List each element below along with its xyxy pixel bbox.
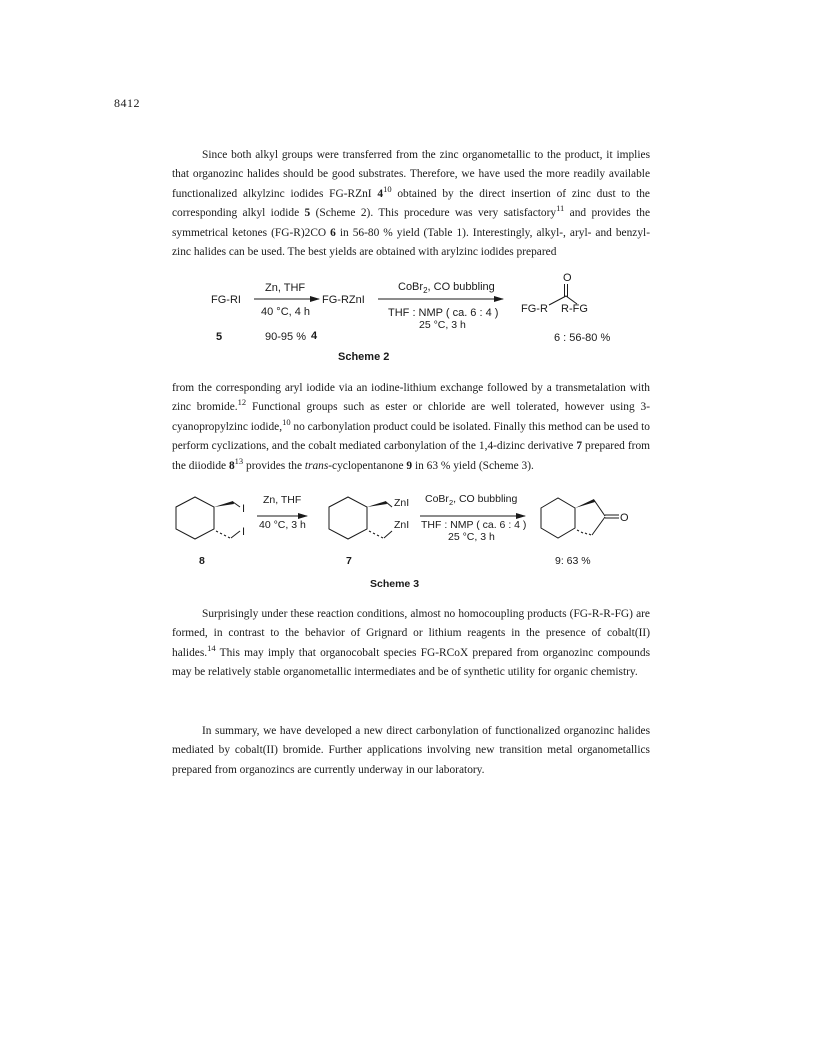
- page-number: 8412: [114, 96, 140, 110]
- hash-bond-8: [216, 531, 230, 538]
- scheme-3: [0, 488, 816, 592]
- wedge-bond-9: [575, 499, 595, 508]
- step2-solvent-s3: THF : NMP ( ca. 6 : 4 ): [421, 519, 527, 531]
- ch2-bond-7-bottom: [384, 531, 392, 538]
- ring-bond-9-bottom: [592, 517, 605, 535]
- ketone-oxygen: O: [563, 272, 572, 284]
- step1-reagent-s3: Zn, THF: [263, 494, 302, 506]
- paragraph-2: from the corresponding aryl iodide via an iodine-lithium exchange followed by a transmetalation with zinc bromide.$^{12}$ Functional groups such as ester or chloride are well tolerated, however using 3-cyanopropylzinc iodide,$^{10}$ no carbonylation product could be isolated. Finally this method can be used to perform cyclizations, and the cobalt mediated carbonylation of the 1,4-dizinc derivative 7 prepared from the diiodide $8^{13}$ provides the trans-cyclopentanone 9 in 63 % yield (Scheme 3).: [172, 382, 650, 472]
- reactant-fg-ri: FG-RI: [211, 294, 241, 306]
- step2-conditions: 25 °C, 3 h: [419, 319, 466, 331]
- step1-conditions: 40 °C, 4 h: [261, 306, 311, 318]
- hash-bond-9: [577, 530, 591, 535]
- ch2-bond-8-top: [233, 502, 240, 507]
- intermediate-fg-rzni: FG-RZnI: [322, 294, 365, 306]
- product-right-group: R-FG: [561, 303, 588, 315]
- compound-label-5: 5: [216, 331, 223, 343]
- scheme-3-caption: Scheme 3: [370, 578, 420, 590]
- compound-label-8: 8: [199, 555, 205, 567]
- ch2-bond-7-top: [386, 502, 392, 507]
- ring-bond-9-top: [594, 500, 605, 516]
- wedge-bond-7: [367, 501, 387, 507]
- hash-bond-7: [369, 531, 383, 538]
- zinc-iodide-top-7: ZnI: [394, 497, 410, 509]
- ketone-oxygen-9: O: [620, 512, 629, 524]
- scheme-2-caption: Scheme 2: [338, 351, 390, 363]
- step1-conditions-s3: 40 °C, 3 h: [259, 519, 306, 531]
- cyclohexane-ring-7: [329, 497, 367, 539]
- cyclohexane-ring-8: [176, 497, 214, 539]
- compound-label-4: 4: [311, 330, 318, 342]
- step2-solvent: THF : NMP ( ca. 6 : 4 ): [388, 307, 499, 319]
- zinc-iodide-bottom-7: ZnI: [394, 519, 410, 531]
- step2-reagent: CoBr$_2$, CO bubbling: [398, 281, 495, 295]
- wedge-bond-8: [214, 501, 234, 507]
- step2-conditions-s3: 25 °C, 3 h: [448, 531, 495, 543]
- paragraph-3: Surprisingly under these reaction conditions, almost no homocoupling products (FG-R-R-FG) are formed, in contrast to the behavior of Grignard or lithium reagents in the presence of cobalt(II) halides.$^{14}$ This may imply that organocobalt species FG-RCoX prepared from organozinc compounds may be relatively stable organometallic intermediates and be of synthetic utility for organic chemistry.: [172, 608, 650, 679]
- yield-step1: 90-95 %: [265, 331, 306, 343]
- ch2-bond-8-bottom: [231, 531, 240, 538]
- iodide-bottom-8: I: [242, 526, 246, 538]
- step2-reagent-s3: CoBr$_2$, CO bubbling: [425, 493, 518, 507]
- paragraph-4: In summary, we have developed a new direct carbonylation of functionalized organozinc halides mediated by cobalt(II) bromide. Further applications involving new transition metal organometallics prepared from organozincs are currently underway in our laboratory.: [172, 725, 650, 776]
- iodide-top-8: I: [242, 503, 246, 515]
- compound-label-7: 7: [346, 555, 352, 567]
- product-left-group: FG-R: [521, 303, 548, 315]
- paragraph-1: Since both alkyl groups were transferred from the zinc organometallic to the product, it implies that organozinc halides should be good substrates. Therefore, we have used the more readily available functionalized alkylzinc iodides FG-RZnI $4^{10}$ obtained by the direct insertion of zinc dust to the corresponding alkyl iodide 5 (Scheme 2). This procedure was very satisfactory$^{11}$ and provides the symmetrical ketones (FG-R)2CO 6 in 56-80 % yield (Table 1). Interestingly, alkyl-, aryl- and benzyl-zinc halides can be used. The best yields are obtained with arylzinc iodides prepared: [172, 149, 651, 259]
- scheme-2: [0, 268, 816, 366]
- step1-reagent: Zn, THF: [265, 282, 306, 294]
- compound-label-6: 6 : 56-80 %: [554, 332, 611, 344]
- cyclohexane-ring-9: [541, 498, 575, 538]
- compound-label-9: 9: 63 %: [555, 555, 591, 567]
